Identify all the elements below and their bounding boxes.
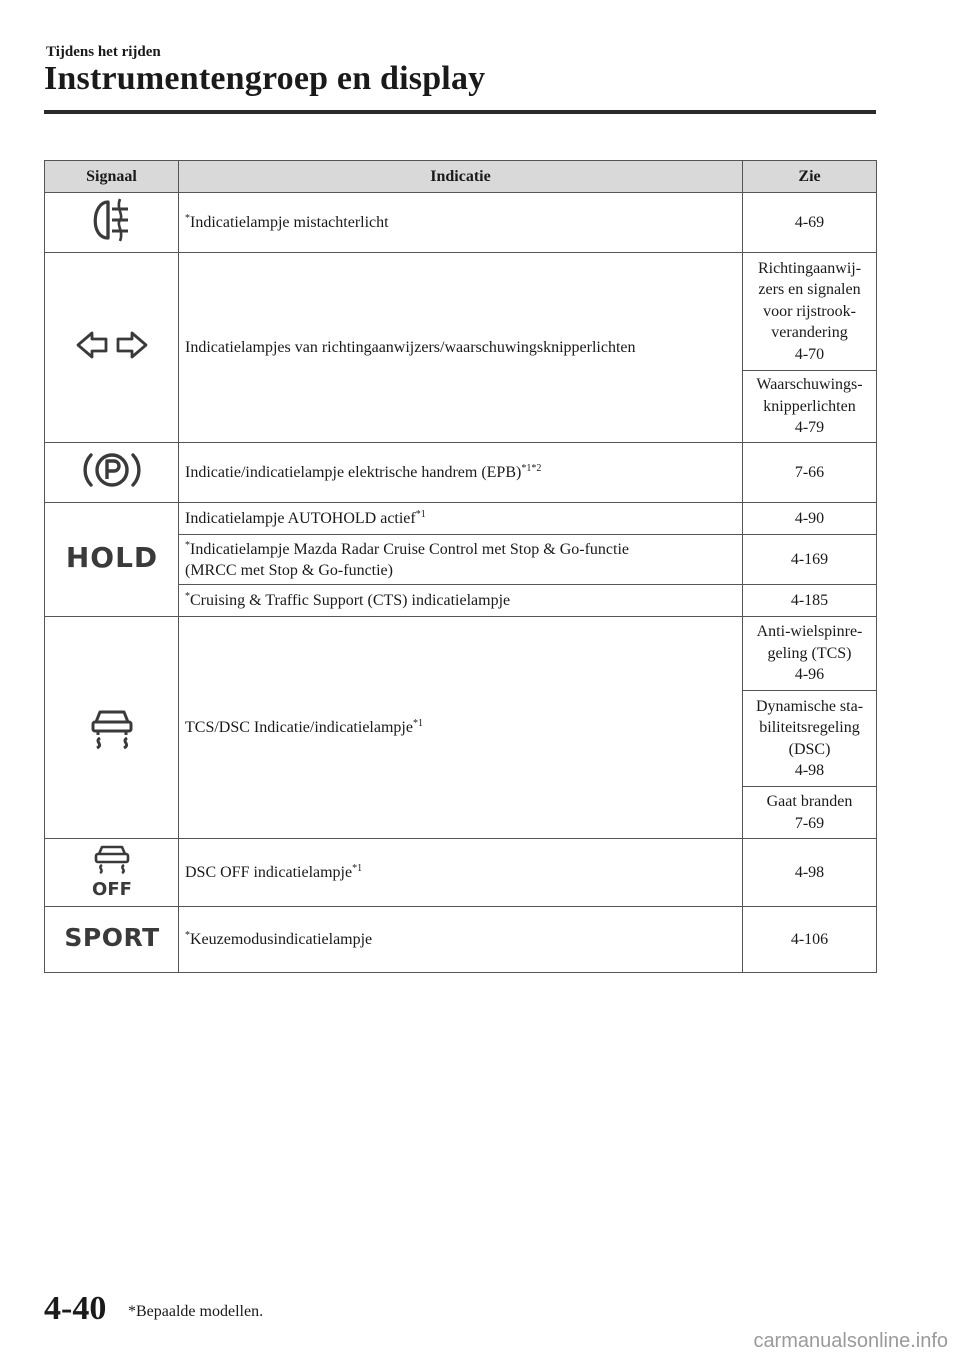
table-header-row <box>45 161 877 193</box>
reference-cell: 4-106 <box>743 907 877 973</box>
signal-cell <box>45 443 179 503</box>
footnote-ref: *1*2 <box>521 463 542 474</box>
signal-cell <box>45 503 179 617</box>
indication-text: Indicatie/indicatielampje elektrische handrem (EPB) <box>185 464 522 481</box>
column-header-indicatie: Indicatie <box>179 161 743 193</box>
column-header-zie: Zie <box>743 161 877 193</box>
table-row <box>45 617 877 691</box>
signal-table <box>44 160 877 973</box>
indication-cell <box>179 907 743 973</box>
dsc-off-icon <box>82 879 142 903</box>
signal-cell <box>45 617 179 839</box>
indication-text: Indicatielampje AUTOHOLD actief <box>185 510 416 527</box>
reference-cell: 4-185 <box>743 585 877 617</box>
indication-cell <box>179 585 743 617</box>
table-row <box>45 443 877 503</box>
reference-cell: 4-169 <box>743 535 877 585</box>
indication-text: Cruising & Traffic Support (CTS) indicatielampje <box>190 592 511 609</box>
title-rule <box>44 110 876 114</box>
reference-cell: 4-69 <box>743 193 877 253</box>
hold-icon-text: HOLD <box>65 541 158 574</box>
hold-icon <box>64 541 160 581</box>
indication-cell <box>179 617 743 839</box>
indication-cell: Indicatielampjes van richtingaanwijzers/waarschuwingsknipperlichten <box>179 253 743 443</box>
footnote-ref: *1 <box>415 509 426 520</box>
sport-mode-icon <box>62 923 162 958</box>
indication-cell <box>179 193 743 253</box>
indication-text: Indicatielampje mistachterlicht <box>190 214 389 231</box>
dsc-off-icon-text: OFF <box>91 879 132 899</box>
rear-fog-light-icon <box>82 232 142 249</box>
footnote-ref: *1 <box>352 863 363 874</box>
signal-cell <box>45 253 179 443</box>
indication-text: DSC OFF indicatielampje <box>185 864 353 881</box>
reference-cell: Gaat branden 7-69 <box>743 787 877 839</box>
watermark: carmanualsonline.info <box>753 1330 948 1352</box>
model-star: * <box>185 591 190 602</box>
indication-text: Indicatielampje Mazda Radar Cruise Control met Stop & Go-functie (MRCC met Stop & Go-functie) <box>185 540 629 579</box>
table-row <box>45 503 877 535</box>
tcs-dsc-skid-car-icon <box>82 737 142 754</box>
footnote: *Bepaalde modellen. <box>128 1303 264 1320</box>
reference-cell: 4-90 <box>743 503 877 535</box>
page-number: 4-40 <box>44 1290 107 1327</box>
table-row <box>45 839 877 907</box>
indication-text: TCS/DSC Indicatie/indicatielampje <box>185 719 413 736</box>
indication-cell <box>179 839 743 907</box>
model-star: * <box>185 213 190 224</box>
reference-cell: 4-98 <box>743 839 877 907</box>
table-row <box>45 253 877 371</box>
column-header-signaal: Signaal <box>45 161 179 193</box>
turn-signal-arrows-icon <box>72 352 152 369</box>
reference-cell: Waarschuwings- knipperlichten 4-79 <box>743 371 877 443</box>
model-star: * <box>185 930 190 941</box>
indication-text: Keuzemodusindicatielampje <box>190 931 373 948</box>
parking-brake-p-icon <box>80 482 144 499</box>
footnote-ref: *1 <box>412 718 423 729</box>
signal-cell <box>45 193 179 253</box>
table-row <box>45 193 877 253</box>
signal-cell <box>45 839 179 907</box>
reference-cell: Anti-wielspinre- geling (TCS) 4-96 <box>743 617 877 691</box>
sport-mode-icon-text: SPORT <box>63 923 160 952</box>
model-star: * <box>185 539 190 551</box>
reference-cell: 7-66 <box>743 443 877 503</box>
section-header: Tijdens het rijden <box>46 44 161 60</box>
table-row <box>45 907 877 973</box>
indication-cell <box>179 503 743 535</box>
reference-cell: Dynamische sta- biliteitsregeling (DSC) 4-98 <box>743 691 877 787</box>
page-title: Instrumentengroep en display <box>44 60 486 97</box>
reference-cell: Richtingaanwij- zers en signalen voor rijstrook- verandering 4-70 <box>743 253 877 371</box>
signal-cell <box>45 907 179 973</box>
indication-cell <box>179 443 743 503</box>
indication-cell <box>179 535 743 585</box>
